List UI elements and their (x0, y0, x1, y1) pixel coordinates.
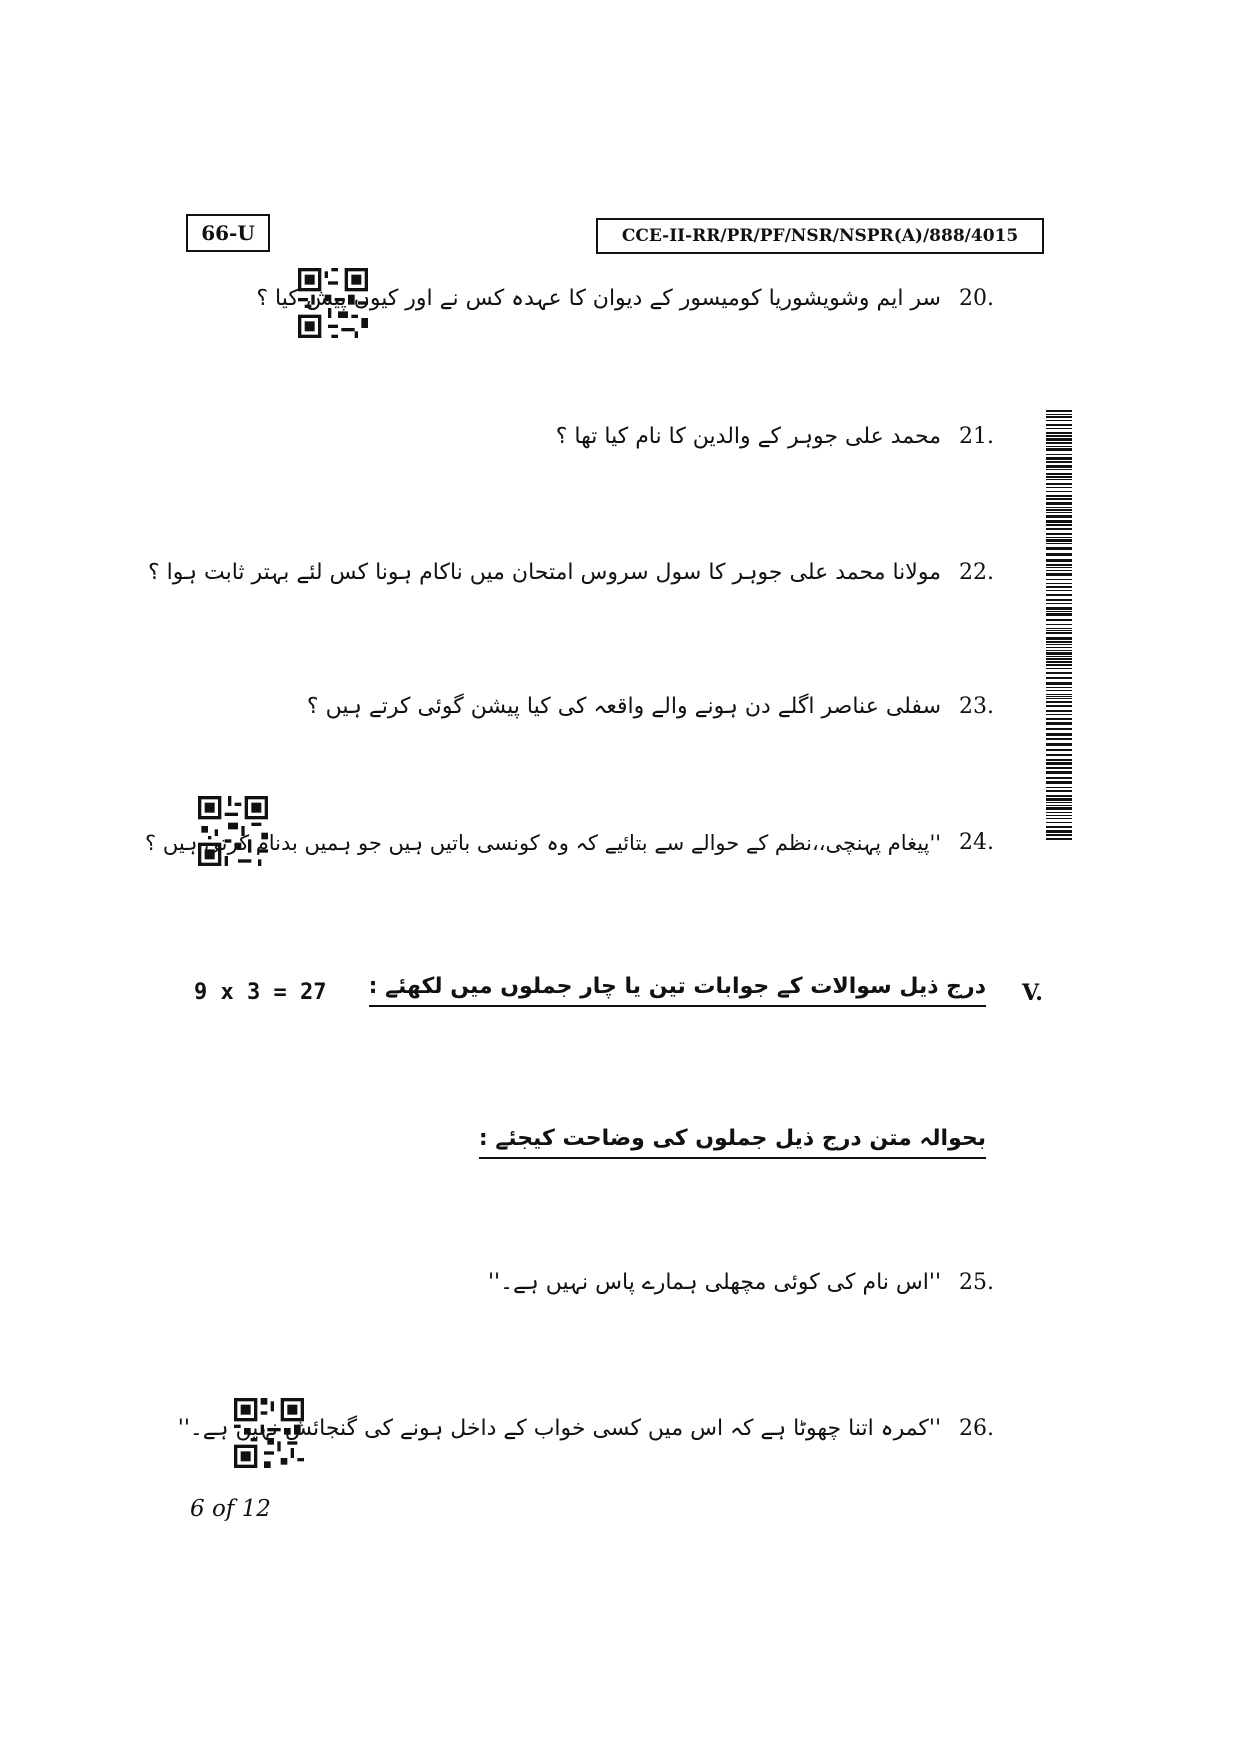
question-text: ''کمرہ اتنا چھوٹا ہے کہ اس میں کسی خواب کے داخل ہونے کی گنجائش نہیں ہے۔'' (177, 1416, 941, 1441)
barcode-bar (1046, 701, 1072, 703)
barcode-bar (1046, 461, 1072, 463)
barcode-bar (1046, 698, 1072, 699)
barcode-bar (1046, 798, 1072, 801)
question-text: سر ایم وشویشوریا کومیسور کے دیوان کا عہدہ کس نے اور کیوں پیش کیا ؟ (256, 286, 941, 311)
question-number: 20. (959, 286, 994, 311)
barcode-bar (1046, 537, 1072, 538)
barcode-bar (1046, 802, 1072, 803)
barcode-bar (1046, 579, 1072, 580)
barcode-bar (1046, 442, 1072, 444)
barcode-bar (1046, 424, 1072, 426)
barcode-bar (1046, 805, 1072, 806)
barcode-bar (1046, 448, 1072, 451)
barcode-bar (1046, 677, 1072, 679)
barcode-bar (1046, 710, 1072, 712)
barcode-bar (1046, 607, 1072, 610)
barcode-bar (1046, 754, 1072, 756)
section-marks: 9 x 3 = 27 (194, 980, 327, 1005)
barcode-bar (1046, 749, 1072, 751)
barcode-bar (1046, 414, 1072, 415)
question-text: ''اس نام کی کوئی مچھلی ہمارے پاس نہیں ہے۔'' (488, 1270, 941, 1295)
barcode-bar (1046, 790, 1072, 792)
barcode-bar (1046, 416, 1072, 418)
barcode-bar (1046, 694, 1072, 695)
barcode-bar (1046, 512, 1072, 513)
barcode-icon (1046, 410, 1072, 840)
barcode-bar (1046, 583, 1072, 584)
question-number: 22. (959, 560, 994, 585)
question-text: سفلی عناصر اگلے دن ہونے والے واقعہ کی کیا پیشن گوئی کرتے ہیں ؟ (306, 694, 941, 719)
barcode-bar (1046, 539, 1072, 542)
barcode-bar (1046, 547, 1072, 550)
barcode-bar (1046, 834, 1072, 836)
question-text: ''پیغام پہنچی،،نظم کے حوالے سے بتائیے کہ وہ کونسی باتیں ہیں جو ہمیں بدنام کرتی ہیں ؟ (145, 830, 941, 855)
barcode-bar (1046, 650, 1072, 651)
barcode-bar (1046, 664, 1072, 666)
barcode-bar (1046, 543, 1072, 544)
question-21 (556, 424, 994, 449)
barcode-bar (1046, 533, 1072, 535)
barcode-bar (1046, 454, 1072, 455)
barcode-bar (1046, 838, 1072, 840)
barcode-bar (1046, 807, 1072, 810)
barcode-bar (1046, 611, 1072, 612)
barcode-bar (1046, 762, 1072, 765)
barcode-bar (1046, 507, 1072, 508)
barcode-bar (1046, 624, 1072, 625)
barcode-bar (1046, 818, 1072, 819)
barcode-bar (1046, 647, 1072, 648)
exam-code-box (596, 218, 1044, 254)
barcode-bar (1046, 668, 1072, 669)
barcode-bar (1046, 483, 1072, 485)
barcode-bar (1046, 630, 1072, 631)
barcode-bar (1046, 479, 1072, 480)
barcode-bar (1046, 599, 1072, 601)
question-number: 21. (959, 424, 994, 449)
section-subheading: بحوالہ متن درج ذیل جملوں کی وضاحت کیجئے : (479, 1126, 986, 1159)
barcode-bar (1046, 815, 1072, 816)
barcode-bar (1046, 705, 1072, 707)
barcode-bar (1046, 822, 1072, 823)
barcode-bar (1046, 771, 1072, 774)
barcode-bar (1046, 795, 1072, 797)
barcode-bar (1046, 603, 1072, 604)
barcode-bar (1046, 641, 1072, 643)
question-23 (307, 694, 994, 719)
section-label: V. (1022, 980, 1043, 1006)
barcode-bar (1046, 767, 1072, 769)
barcode-bar (1046, 759, 1072, 761)
barcode-bar (1046, 502, 1072, 505)
section-heading: درج ذیل سوالات کے جوابات تین یا چار جملوں میں لکھئے : (369, 974, 986, 1007)
barcode-bar (1046, 435, 1072, 437)
question-26 (178, 1416, 994, 1441)
barcode-bar (1046, 465, 1072, 468)
question-20 (256, 286, 994, 311)
barcode-bar (1046, 632, 1072, 634)
barcode-bar (1046, 777, 1072, 779)
barcode-bar (1046, 594, 1072, 596)
question-number: 25. (959, 1270, 994, 1295)
barcode-bar (1046, 573, 1072, 576)
barcode-bar (1046, 733, 1072, 736)
question-text: مولانا محمد علی جوہر کا سول سروس امتحان میں ناکام ہونا کس لئے بہتر ثابت ہوا ؟ (147, 560, 941, 585)
barcode-bar (1046, 528, 1072, 530)
barcode-bar (1046, 613, 1072, 616)
barcode-bar (1046, 553, 1072, 556)
question-number: 26. (959, 1416, 994, 1441)
barcode-bar (1046, 718, 1072, 720)
barcode-bar (1046, 495, 1072, 497)
barcode-bar (1046, 438, 1072, 441)
barcode-bar (1046, 570, 1072, 571)
barcode-bar (1046, 520, 1072, 523)
barcode-bar (1046, 682, 1072, 685)
barcode-bar (1046, 457, 1072, 460)
barcode-bar (1046, 656, 1072, 657)
barcode-bar (1046, 590, 1072, 591)
barcode-bar (1046, 830, 1072, 833)
barcode-bar (1046, 812, 1072, 813)
barcode-bar (1046, 661, 1072, 663)
barcode-bar (1046, 687, 1072, 688)
question-text: محمد علی جوہر کے والدین کا نام کیا تھا ؟ (555, 424, 941, 449)
barcode-bar (1046, 567, 1072, 568)
barcode-bar (1046, 473, 1072, 475)
question-number: 23. (959, 694, 994, 719)
barcode-bar (1046, 619, 1072, 621)
barcode-bar (1046, 690, 1072, 691)
barcode-bar (1046, 722, 1072, 725)
question-22 (148, 560, 994, 585)
barcode-bar (1046, 469, 1072, 470)
barcode-bar (1046, 672, 1072, 674)
barcode-bar (1046, 524, 1072, 526)
barcode-bar (1046, 586, 1072, 588)
question-25 (488, 1270, 994, 1295)
barcode-bar (1046, 652, 1072, 655)
barcode-bar (1046, 498, 1072, 500)
paper-code: 66-U (201, 221, 255, 245)
barcode-bar (1046, 487, 1072, 488)
barcode-bar (1046, 432, 1072, 434)
barcode-bar (1046, 628, 1072, 629)
barcode-bar (1046, 564, 1072, 566)
barcode-bar (1046, 658, 1072, 660)
question-24 (145, 830, 994, 855)
barcode-bar (1046, 515, 1072, 518)
barcode-bar (1046, 738, 1072, 740)
barcode-bar (1046, 559, 1072, 562)
barcode-bar (1046, 446, 1072, 447)
barcode-bar (1046, 420, 1072, 421)
paper-code-box (186, 214, 270, 252)
barcode-bar (1046, 714, 1072, 715)
barcode-bar (1046, 781, 1072, 784)
barcode-bar (1046, 826, 1072, 828)
barcode-bar (1046, 509, 1072, 511)
barcode-bar (1046, 410, 1072, 412)
page-number: 6 of 12 (190, 1496, 271, 1522)
question-number: 24. (959, 830, 994, 855)
barcode-bar (1046, 728, 1072, 730)
barcode-bar (1046, 491, 1072, 492)
barcode-bar (1046, 476, 1072, 478)
barcode-bar (1046, 696, 1072, 697)
barcode-bar (1046, 644, 1072, 645)
barcode-bar (1046, 787, 1072, 788)
barcode-bar (1046, 637, 1072, 640)
barcode-bar (1046, 743, 1072, 746)
exam-code: CCE-II-RR/PR/PF/NSR/NSPR(A)/888/4015 (621, 226, 1019, 246)
barcode-bar (1046, 428, 1072, 429)
